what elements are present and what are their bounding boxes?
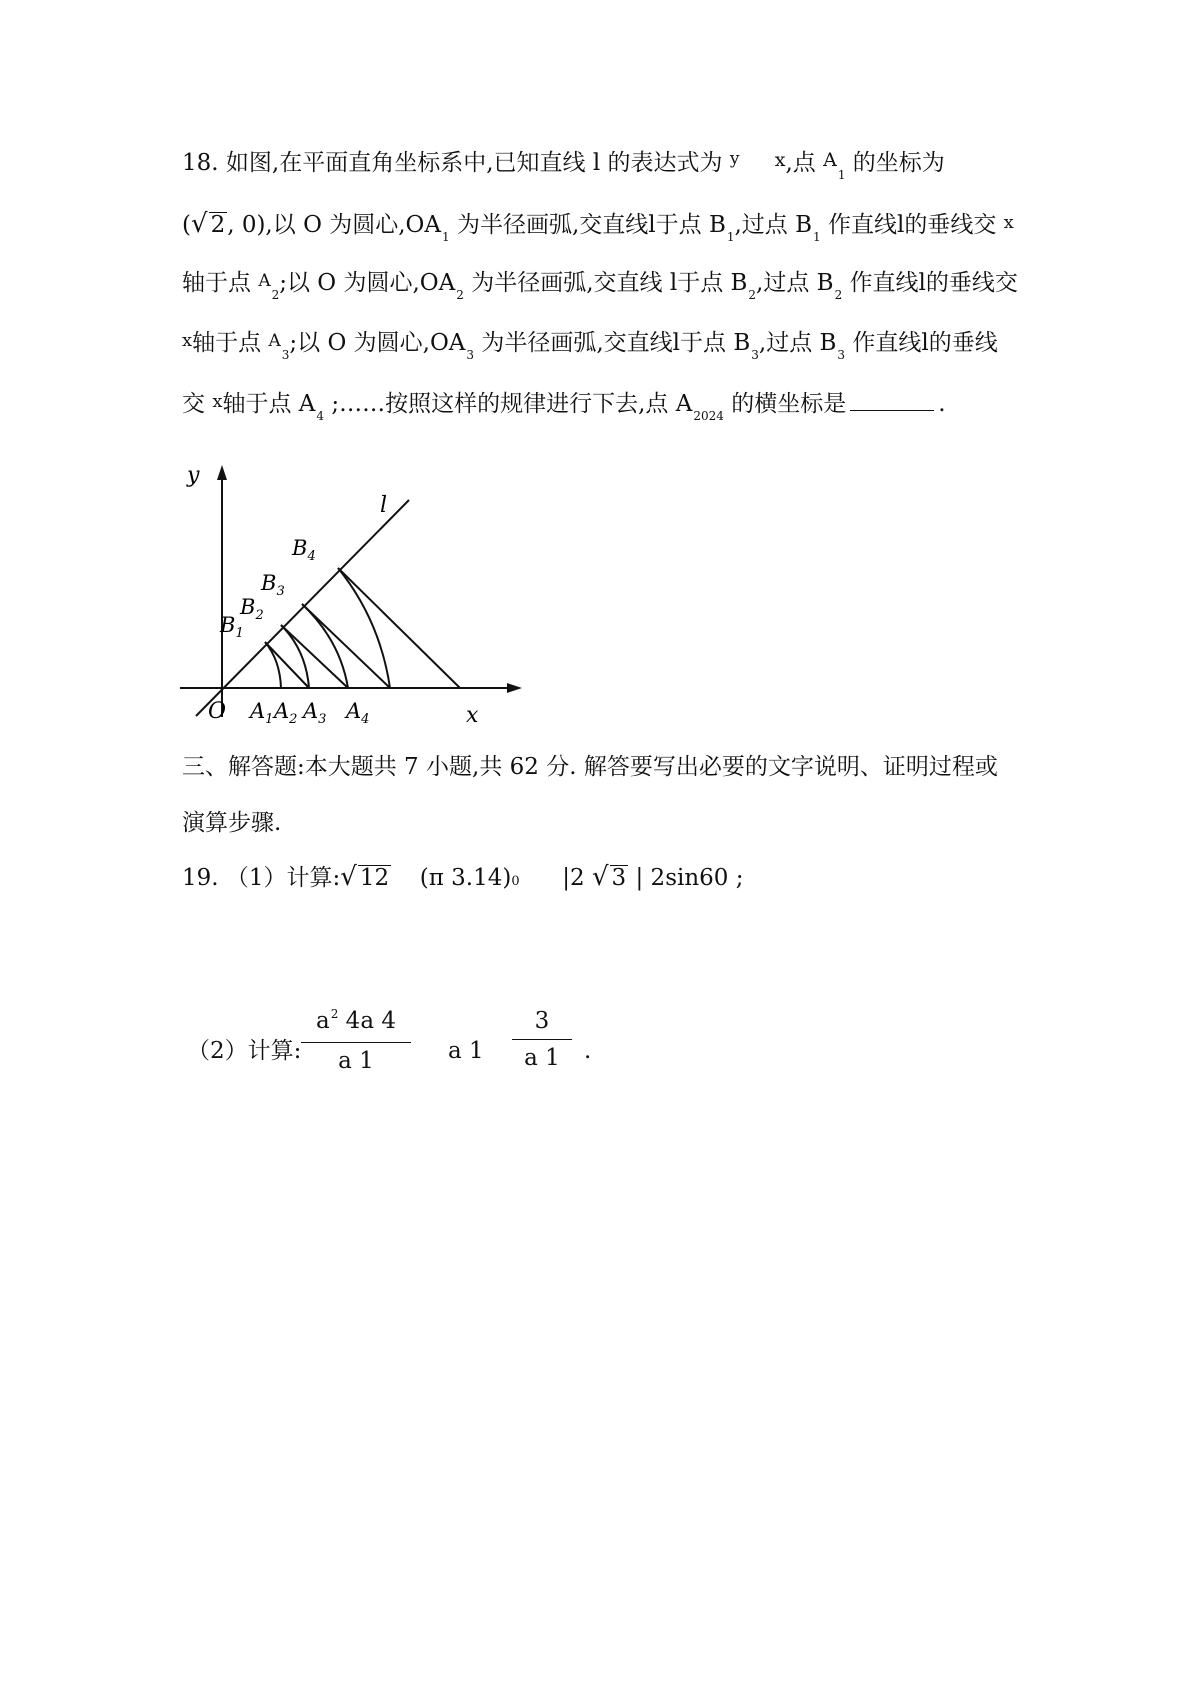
label-A2: $A_2$ [274, 699, 298, 727]
label-A4: $A_4$ [346, 699, 370, 727]
label-A3: $A_3$ [303, 699, 327, 727]
q18-line-1: 18. 如图,在平面直角坐标系中,已知直线 l 的表达式为 $^y$ x,点 $A_1$ 的坐标为 [182, 149, 945, 182]
y-axis-label: y [187, 463, 200, 488]
label-B2: $B_2$ [240, 595, 264, 623]
section3-line-2: 演算步骤. [182, 810, 282, 836]
fraction-2: $\frac{3}{a 1}$ [512, 1007, 572, 1072]
label-B1: $B_1$ [220, 613, 244, 641]
document-page: 18. 如图,在平面直角坐标系中,已知直线 l 的表达式为 $^y$ x,点 $A_1$ 的坐标为 (√ 2, 0),以 O 为圆心$,OA_1$ 为半径画弧,交直线l于点 $B_1$,过点 $B_1$ 作直线l的垂线交 x 轴于点 $A_2$;以 O 为圆心$,OA_2$ 为半径画弧,交直线 l于点 $B_2$,过点 $B_2$ 作直线l的垂线交 x轴于点 $A_3$;以 O 为圆心$,OA_3$ 为半径画弧,交直线l于点 $B_3$,过点 $B_3$ 作直线l的垂线 交 x轴于点 $A_4$ ;……按照这样的规律进行下去,点 $A_{2024}$ 的横坐标是 . y x l O $B_1$ $B_2$ $B_3$ $B_4$ $A_1$ $A_2$ $A_3$ $A_4$ 三、解答题:本大题共 7 小题,共 62 分. 解答要写出必要的文字说明、证明过程或 演算步骤. 19. （1）计算:√ 12 (π 3.14)0 |2 √ 3 | 2sin60 ; （2）计算: $\frac{a^2 4a 4}{a 1}$ a 1 $\frac{3}{a 1}$ . [0, 0, 1191, 1684]
q18-line-2: (√ 2, 0),以 O 为圆心$,OA_1$ 为半径画弧,交直线l于点 $B_1$,过点 $B_1$ 作直线l的垂线交 x [182, 209, 1014, 244]
label-B4: $B_4$ [292, 536, 316, 564]
sqrt-sign: √ [340, 862, 357, 892]
perpendiculars [265, 568, 460, 688]
x-axis-label: x [466, 703, 479, 728]
origin-label: O [208, 699, 227, 724]
y-axis [217, 465, 227, 717]
line-l-label: l [380, 493, 388, 518]
q18-line-5: 交 x轴于点 $A_4$ ;……按照这样的规律进行下去,点 $A_{2024}$ 的横坐标是 . [182, 391, 946, 423]
q19-part1: 19. （1）计算:√ 12 (π 3.14)0 |2 √ 3 | 2sin60 ; [182, 862, 744, 892]
sqrt-sign: √ [190, 209, 208, 239]
label-A1: $A_1$ [250, 699, 274, 727]
answer-blank [850, 390, 934, 411]
geometry-figure [170, 460, 540, 730]
q18-line-4: x轴于点 $A_3$;以 O 为圆心$,OA_3$ 为半径画弧,交直线l于点 $B_3$,过点 $B_3$ 作直线l的垂线 [182, 330, 998, 362]
sqrt-sign: √ [591, 862, 609, 892]
label-B3: $B_3$ [261, 571, 285, 599]
x-axis [180, 683, 522, 693]
section3-line-1: 三、解答题:本大题共 7 小题,共 62 分. 解答要写出必要的文字说明、证明过程或 [182, 754, 998, 780]
line-l [196, 500, 409, 716]
fraction-1: $\frac{a^2 4a 4}{a 1}$ [301, 1007, 411, 1075]
q18-line-3: 轴于点 $A_2$;以 O 为圆心$,OA_2$ 为半径画弧,交直线 l于点 $B_2$,过点 $B_2$ 作直线l的垂线交 [182, 270, 1018, 302]
